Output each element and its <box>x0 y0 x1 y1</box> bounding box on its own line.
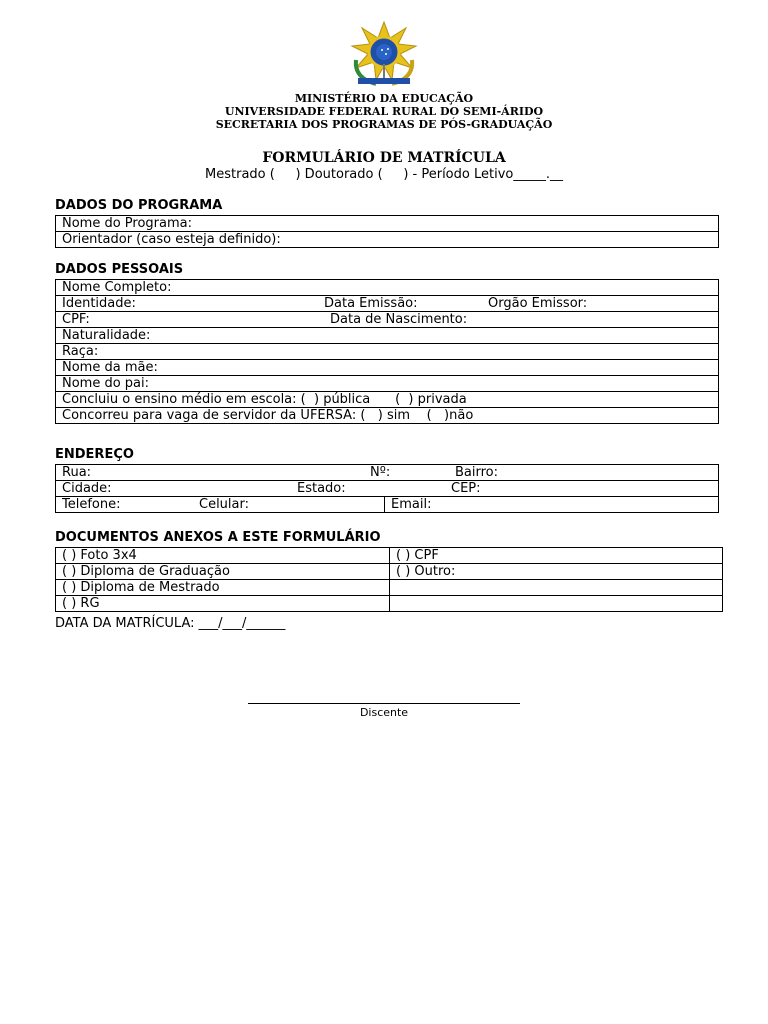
identidade-label: Identidade: <box>62 296 136 311</box>
form-subtitle: Mestrado ( ) Doutorado ( ) - Período Letivo_____.__ <box>205 167 563 182</box>
anexos-table <box>55 547 723 612</box>
header-secretaria: SECRETARIA DOS PROGRAMAS DE PÓS-GRADUAÇÃO <box>215 118 553 131</box>
anexo-outro-checkbox[interactable]: ( ) Outro: <box>390 564 723 580</box>
raca-field[interactable]: Raça: <box>56 344 719 360</box>
identidade-row[interactable] <box>56 296 719 312</box>
ensino-medio-field[interactable]: Concluiu o ensino médio em escola: ( ) pública ( ) privada <box>56 392 719 408</box>
email-divider <box>384 496 385 512</box>
telefone-row[interactable] <box>56 497 719 513</box>
anexo-rg-checkbox[interactable]: ( ) RG <box>56 596 390 612</box>
cpf-label: CPF: <box>62 312 90 327</box>
signature-line[interactable] <box>248 703 520 704</box>
data-emissao-label: Data Emissão: <box>324 296 418 311</box>
coat-of-arms-seal <box>346 20 422 88</box>
nome-pai-field[interactable]: Nome do pai: <box>56 376 719 392</box>
section-endereco: ENDEREÇO <box>55 447 134 462</box>
anexo-cpf-checkbox[interactable]: ( ) CPF <box>390 548 723 564</box>
anexo-diploma-graduacao-checkbox[interactable]: ( ) Diploma de Graduação <box>56 564 390 580</box>
programa-table <box>55 215 719 248</box>
cpf-row[interactable] <box>56 312 719 328</box>
nome-mae-field[interactable]: Nome da mãe: <box>56 360 719 376</box>
cidade-label: Cidade: <box>62 481 112 496</box>
celular-label: Celular: <box>199 497 250 512</box>
header-universidade: UNIVERSIDADE FEDERAL RURAL DO SEMI-ÁRIDO <box>224 105 544 118</box>
data-matricula-field[interactable]: DATA DA MATRÍCULA: ___/___/______ <box>55 616 286 631</box>
naturalidade-field[interactable]: Naturalidade: <box>56 328 719 344</box>
section-dados-programa: DADOS DO PROGRAMA <box>55 198 223 213</box>
form-title: FORMULÁRIO DE MATRÍCULA <box>262 150 506 166</box>
rua-row[interactable] <box>56 465 719 481</box>
estado-label: Estado: <box>297 481 346 496</box>
bairro-label: Bairro: <box>455 465 499 480</box>
data-nascimento-label: Data de Nascimento: <box>330 312 468 327</box>
numero-label: Nº: <box>370 465 391 480</box>
anexo-foto-checkbox[interactable]: ( ) Foto 3x4 <box>56 548 390 564</box>
orgao-emissor-label: Orgão Emissor: <box>488 296 588 311</box>
nome-completo-field[interactable]: Nome Completo: <box>56 280 719 296</box>
endereco-table <box>55 464 719 513</box>
anexo-empty-cell <box>390 596 723 612</box>
header-ministerio: MINISTÉRIO DA EDUCAÇÃO <box>294 92 474 105</box>
anexo-diploma-mestrado-checkbox[interactable]: ( ) Diploma de Mestrado <box>56 580 390 596</box>
email-label: Email: <box>391 497 432 512</box>
servidor-ufersa-field[interactable]: Concorreu para vaga de servidor da UFERSA: ( ) sim ( )não <box>56 408 719 424</box>
section-documentos-anexos: DOCUMENTOS ANEXOS A ESTE FORMULÁRIO <box>55 530 381 545</box>
signature-label: Discente <box>359 706 409 719</box>
programa-orientador-field[interactable]: Orientador (caso esteja definido): <box>56 232 719 248</box>
pessoais-table <box>55 279 719 424</box>
cep-label: CEP: <box>451 481 481 496</box>
section-dados-pessoais: DADOS PESSOAIS <box>55 262 184 277</box>
programa-nome-field[interactable]: Nome do Programa: <box>56 216 719 232</box>
telefone-label: Telefone: <box>62 497 121 512</box>
rua-label: Rua: <box>62 465 92 480</box>
anexo-empty-cell <box>390 580 723 596</box>
cidade-row[interactable] <box>56 481 719 497</box>
